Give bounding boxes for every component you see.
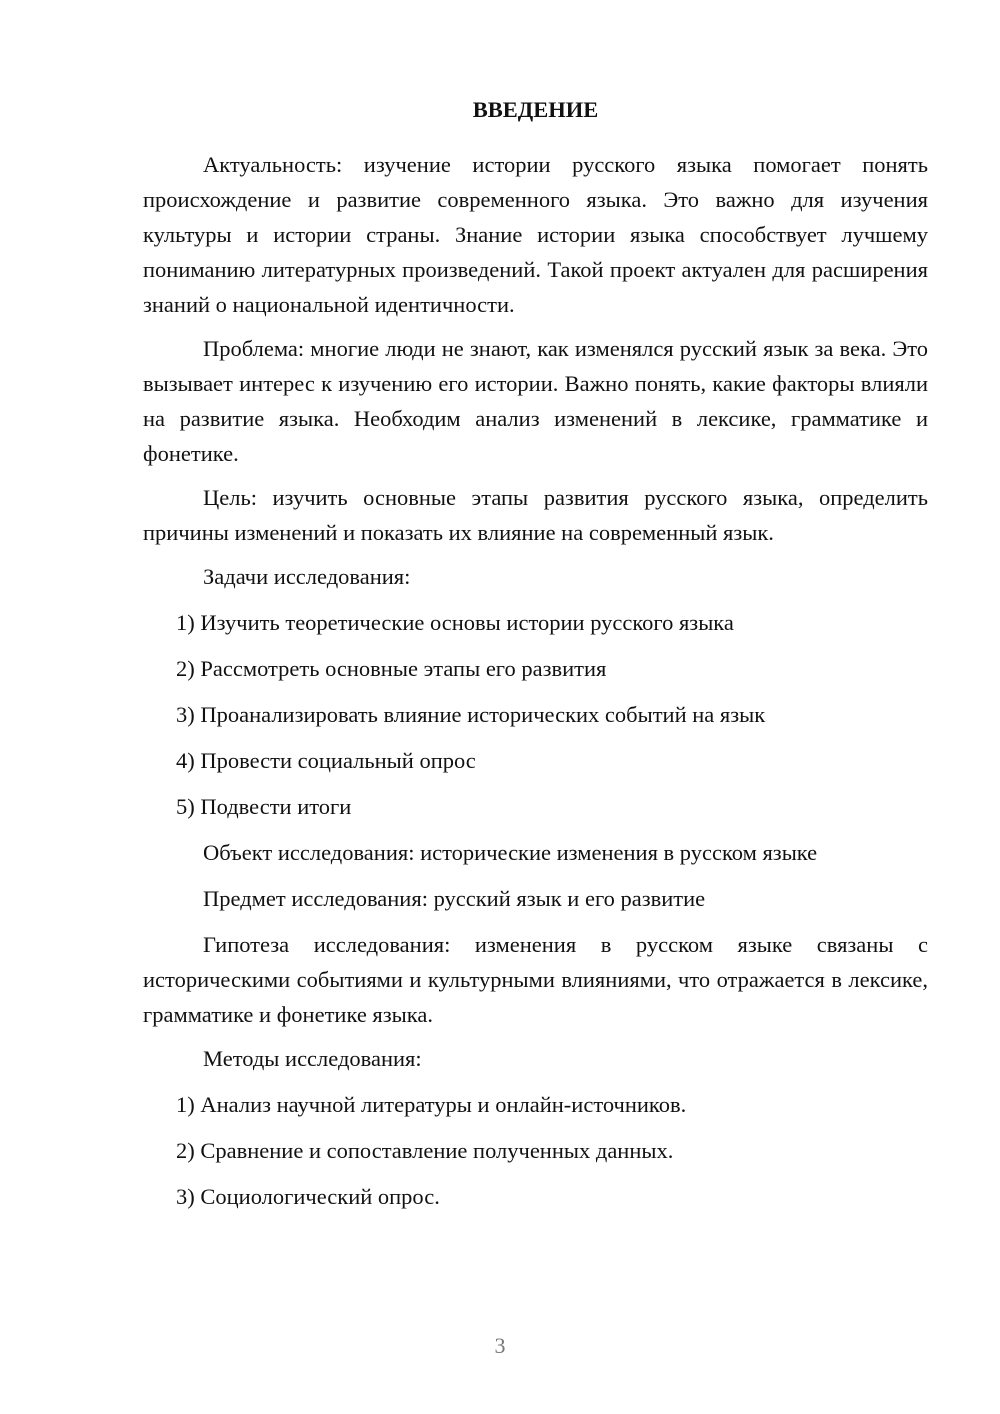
tasks-title: Задачи исследования: <box>203 564 411 589</box>
subject-line: Предмет исследования: русский язык и его развитие <box>203 886 706 911</box>
hypothesis-paragraph: Гипотеза исследования: изменения в русском языке связаны с историческими событиями и культурными влияниями, что отражается в лексике, грамматике и фонетике языка. <box>143 932 928 1027</box>
method-item: 3) Социологический опрос. <box>176 1184 440 1209</box>
document-body <box>143 92 928 1225</box>
task-item: 5) Подвести итоги <box>176 794 352 819</box>
task-item: 4) Провести социальный опрос <box>176 748 476 773</box>
problem-paragraph: Проблема: многие люди не знают, как изменялся русский язык за века. Это вызывает интерес к изучению его истории. Важно понять, какие факторы влияли на развитие языка. Необходим анализ изменений в лексике, грамматике и фонетике. <box>143 336 928 466</box>
methods-title: Методы исследования: <box>203 1046 422 1071</box>
relevance-paragraph: Актуальность: изучение истории русского языка помогает понять происхождение и развитие современного языка. Это важно для изучения культуры и истории страны. Знание истории языка способствует лучшему пониманию литературных произведений. Такой проект актуален для расширения знаний о национальной идентичности. <box>143 152 928 317</box>
page-number: 3 <box>494 1333 506 1358</box>
task-item: 1) Изучить теоретические основы истории русского языка <box>176 610 734 635</box>
task-item: 2) Рассмотреть основные этапы его развития <box>176 656 607 681</box>
goal-paragraph: Цель: изучить основные этапы развития русского языка, определить причины изменений и показать их влияние на современный язык. <box>143 485 928 545</box>
task-item: 3) Проанализировать влияние исторических событий на язык <box>176 702 766 727</box>
object-line: Объект исследования: исторические изменения в русском языке <box>203 840 818 865</box>
section-heading: ВВЕДЕНИЕ <box>472 97 599 122</box>
method-item: 1) Анализ научной литературы и онлайн-источников. <box>176 1092 687 1117</box>
method-item: 2) Сравнение и сопоставление полученных данных. <box>176 1138 674 1163</box>
